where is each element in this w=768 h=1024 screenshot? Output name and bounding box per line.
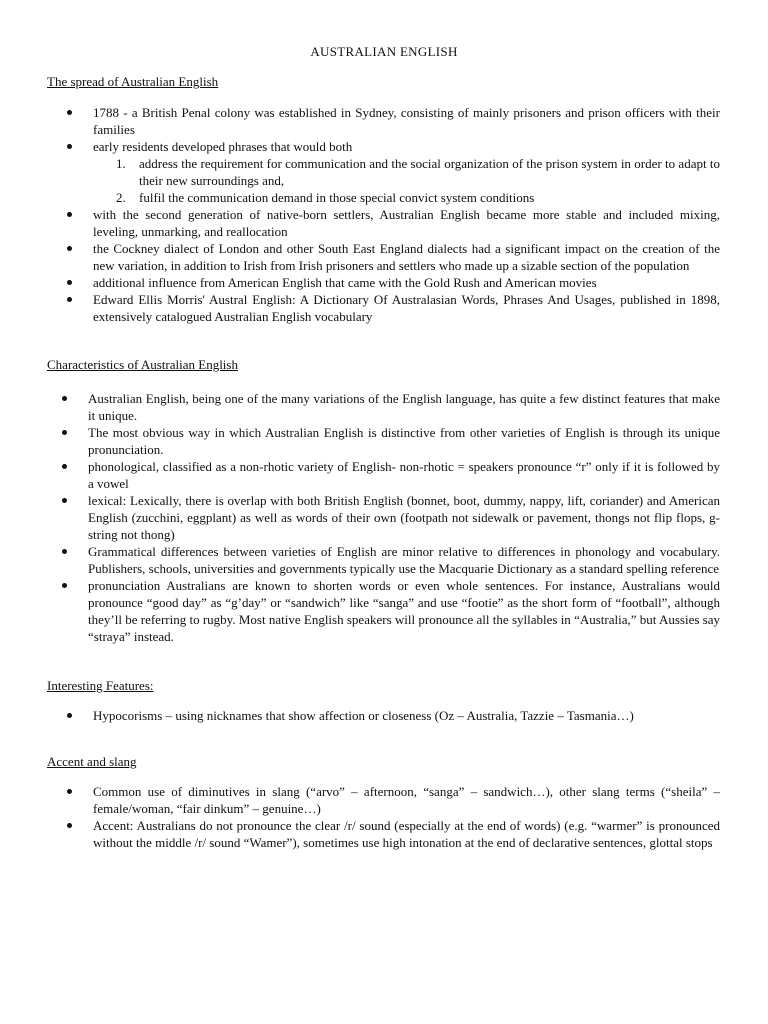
spread-list <box>93 104 720 325</box>
list-item: Edward Ellis Morris' Austral English: A Dictionary Of Australasian Words, Phrases And Usages, published in 1898, extensively catalogued Australian English vocabulary <box>93 292 720 324</box>
sub-list-number: 1. <box>116 156 126 171</box>
list-item: phonological, classified as a non-rhotic variety of English- non-rhotic = speakers pronounce “r” only if it is followed by a vowel <box>88 459 720 491</box>
list-item-text: early residents developed phrases that would both <box>93 139 353 154</box>
characteristics-list <box>88 390 720 645</box>
sub-list-text: address the requirement for communication and the social organization of the prison system in order to adapt to their new surroundings and, <box>139 156 720 188</box>
interesting-features-list <box>93 707 720 724</box>
list-item: pronunciation Australians are known to shorten words or even whole sentences. For instance, Australians would pronounce “good day” as “g’day” or “sandwich” like “sanga” and use “footie” as the short form of “football”, although they’ll be referring to rugby. Most native English speakers will pronounce all the syllables in “Australia,” but Aussies say “straya” instead. <box>88 578 720 644</box>
list-item: 1788 - a British Penal colony was established in Sydney, consisting of mainly prisoners and prison officers with their families <box>93 105 720 137</box>
list-item: lexical: Lexically, there is overlap with both British English (bonnet, boot, dummy, nappy, lift, coriander) and American English (zucchini, eggplant) as well as words of their own (footpath not sidewalk or pavement, thongs not flip flops, g-string not thong) <box>88 493 720 542</box>
sub-list-number: 2. <box>116 190 126 205</box>
sub-list <box>93 155 720 206</box>
list-item: Hypocorisms – using nicknames that show affection or closeness (Oz – Australia, Tazzie – Tasmania…) <box>93 707 720 724</box>
sub-list-item <box>93 155 720 189</box>
list-item: Australian English, being one of the many variations of the English language, has quite a few distinct features that make it unique. <box>88 391 720 423</box>
section-heading-characteristics: Characteristics of Australian English <box>47 357 238 372</box>
sub-list-text: fulfil the communication demand in those special convict system conditions <box>139 190 535 205</box>
list-item: Accent: Australians do not pronounce the clear /r/ sound (especially at the end of words) (e.g. “warmer” is pronounced without the middle /r/ sound “Wamer”), sometimes use high intonation at the end of declarative sentences, glottal stops <box>93 818 720 850</box>
list-item <box>93 138 720 206</box>
list-item: additional influence from American English that came with the Gold Rush and American movies <box>93 274 720 291</box>
sub-list-item <box>93 189 720 206</box>
document-title: AUSTRALIAN ENGLISH <box>310 44 458 59</box>
section-heading-spread: The spread of Australian English <box>47 74 219 89</box>
list-item: The most obvious way in which Australian English is distinctive from other varieties of English is through its unique pronunciation. <box>88 425 720 457</box>
accent-and-slang-list <box>93 783 720 851</box>
section-heading-interesting-features: Interesting Features: <box>47 678 154 693</box>
list-item: Common use of diminutives in slang (“arvo” – afternoon, “sanga” – sandwich…), other slang terms (“sheila” – female/woman, “fair dinkum” – genuine…) <box>93 784 720 816</box>
list-item: Grammatical differences between varieties of English are minor relative to differences in phonology and vocabulary. Publishers, schools, universities and governments typically use the Macquarie Dictionary as a standard spelling reference <box>88 544 720 576</box>
list-item: with the second generation of native-born settlers, Australian English became more stable and included mixing, leveling, unmarking, and reallocation <box>93 207 720 239</box>
section-heading-accent-and-slang: Accent and slang <box>47 754 137 769</box>
list-item: the Cockney dialect of London and other South East England dialects had a significant impact on the creation of the new variation, in addition to Irish from Irish prisoners and settlers who made up a sizable section of the population <box>93 241 720 273</box>
